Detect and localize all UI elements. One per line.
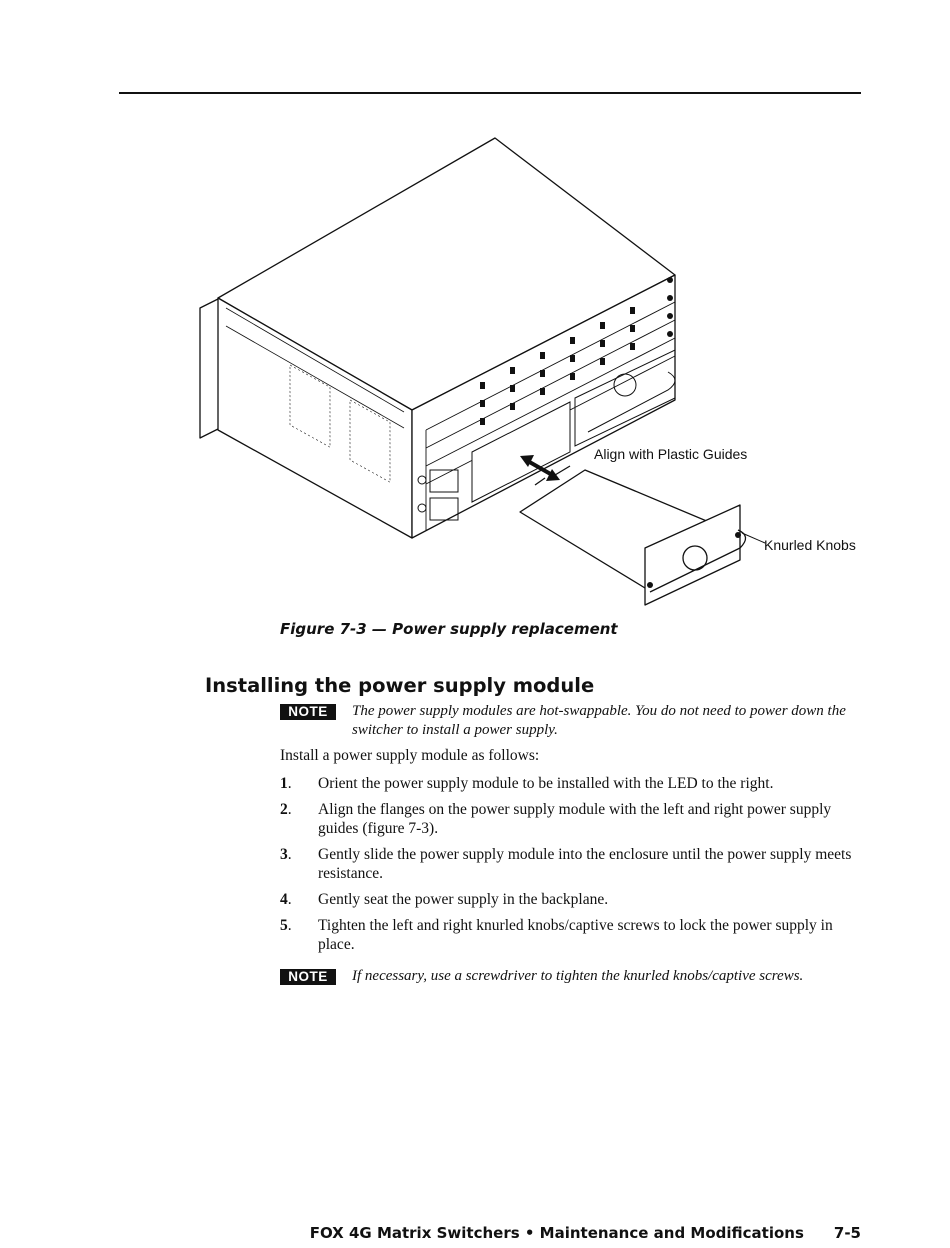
note-hot-swappable xyxy=(280,702,860,742)
note-screwdriver xyxy=(280,967,860,989)
rack-ear xyxy=(200,298,220,438)
list-item: 5. Tighten the left and right knurled knobs/captive screws to lock the power supply in place. xyxy=(280,916,860,954)
step-text: Orient the power supply module to be installed with the LED to the right. xyxy=(318,775,774,792)
callout-knurled-knobs: Knurled Knobs xyxy=(764,537,856,553)
power-supply-module xyxy=(520,466,746,605)
list-item: 2. Align the flanges on the power supply module with the left and right power supply guides (figure 7-3). xyxy=(280,800,860,838)
step-number: 4 xyxy=(280,891,288,908)
page-footer xyxy=(310,1224,861,1242)
note-text: If necessary, use a screwdriver to tighten the knurled knobs/captive screws. xyxy=(352,968,804,984)
note-badge: NOTE xyxy=(280,704,336,720)
header-rule xyxy=(119,92,861,94)
footer-title: FOX 4G Matrix Switchers • Maintenance and Modifications xyxy=(309,1224,804,1242)
step-number: 5 xyxy=(280,917,288,934)
step-text: Align the flanges on the power supply module with the left and right power supply guides (figure 7-3). xyxy=(318,801,832,837)
list-item: 4. Gently seat the power supply in the backplane. xyxy=(280,890,860,909)
note-badge: NOTE xyxy=(280,969,336,985)
page-number: 7-5 xyxy=(833,1224,861,1242)
step-number: 2 xyxy=(280,801,288,818)
step-list xyxy=(280,774,860,961)
note-text: The power supply modules are hot-swappable. You do not need to power down the switcher to install a power supply. xyxy=(352,703,846,738)
figure-caption: Figure 7-3 — Power supply replacement xyxy=(280,620,618,638)
step-number: 1 xyxy=(280,775,288,792)
step-text: Tighten the left and right knurled knobs/captive screws to lock the power supply in place. xyxy=(318,917,833,953)
list-item: 3. Gently slide the power supply module into the enclosure until the power supply meets resistance. xyxy=(280,845,860,883)
step-number: 3 xyxy=(280,846,288,863)
callout-align-guides: Align with Plastic Guides xyxy=(594,446,748,462)
section-heading: Installing the power supply module xyxy=(205,674,595,697)
intro-text: Install a power supply module as follows: xyxy=(280,747,540,764)
list-item: 1. Orient the power supply module to be installed with the LED to the right. xyxy=(280,774,860,793)
step-text: Gently slide the power supply module into the enclosure until the power supply meets resistance. xyxy=(318,846,852,882)
step-text: Gently seat the power supply in the backplane. xyxy=(318,891,609,908)
